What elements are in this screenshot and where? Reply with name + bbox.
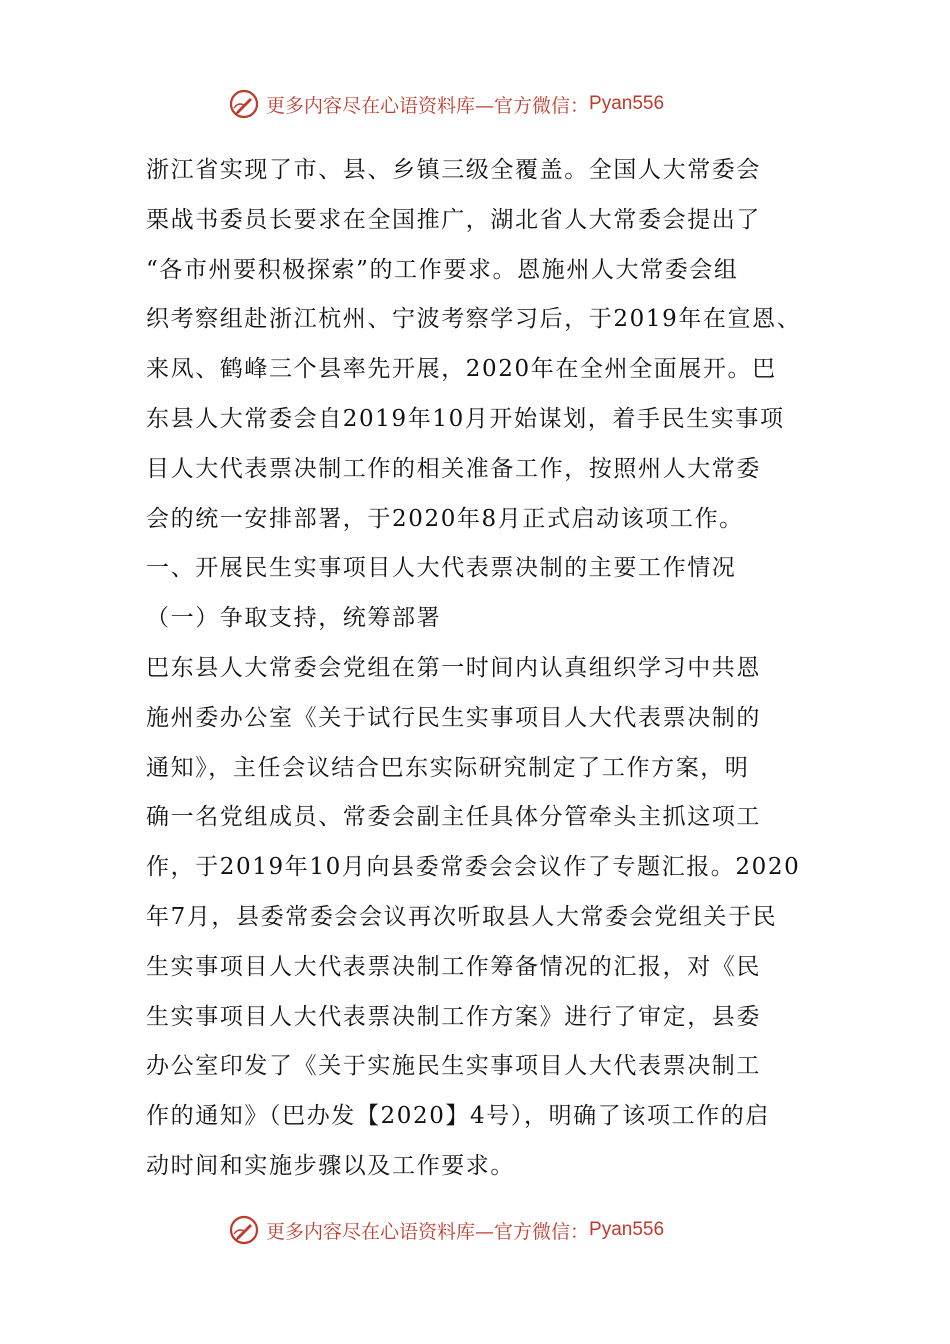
footer-watermark — [228, 1210, 728, 1250]
subsection-heading: （一）争取支持，统筹部署 — [146, 605, 442, 632]
body-line: 栗战书委员长要求在全国推广，湖北省人大常委会提出了 — [146, 206, 761, 233]
body-line: 办公室印发了《关于实施民生实事项目人大代表票决制工 — [146, 1053, 761, 1080]
body-line: 巴东县人大常委会党组在第一时间内认真组织学习中共恩 — [146, 654, 761, 681]
body-line: 东县人大常委会自2019年10月开始谋划，着手民生实事项 — [146, 405, 785, 432]
watermark-handle: Pyan556 — [589, 1219, 665, 1240]
body-line: 生实事项目人大代表票决制工作方案》进行了审定，县委 — [146, 1003, 761, 1030]
pen-logo-icon — [228, 88, 260, 120]
pen-logo-icon — [228, 1214, 260, 1246]
body-line: 会的统一安排部署，于2020年8月正式启动该项工作。 — [146, 505, 744, 532]
body-line: 作，于2019年10月向县委常委会会议作了专题汇报。2020 — [146, 854, 801, 881]
body-line: 浙江省实现了市、县、乡镇三级全覆盖。全国人大常委会 — [146, 157, 761, 183]
body-line: “各市州要积极探索”的工作要求。恩施州人大常委会组 — [146, 256, 739, 283]
watermark-text: 更多内容尽在心语资料库—官方微信： — [266, 1220, 590, 1243]
body-line: 动时间和实施步骤以及工作要求。 — [146, 1152, 515, 1179]
body-line: 生实事项目人大代表票决制工作筹备情况的汇报，对《民 — [146, 953, 761, 980]
watermark-handle: Pyan556 — [589, 93, 665, 114]
body-line: 施州委办公室《关于试行民生实事项目人大代表票决制的 — [146, 704, 761, 731]
body-line: 确一名党组成员、常委会副主任具体分管牵头主抓这项工 — [146, 804, 761, 831]
document-body — [146, 146, 816, 1192]
body-line: 织考察组赴浙江杭州、宁波考察学习后，于2019年在宣恩、 — [146, 306, 802, 333]
body-line: 年7月，县委常委会会议再次听取县人大常委会党组关于民 — [146, 903, 778, 930]
body-line: 目人大代表票决制工作的相关准备工作，按照州人大常委 — [146, 455, 761, 482]
section-heading: 一、开展民生实事项目人大代表票决制的主要工作情况 — [146, 555, 737, 582]
watermark-text: 更多内容尽在心语资料库—官方微信： — [266, 94, 590, 117]
header-watermark — [228, 84, 728, 124]
body-line: 作的通知》（巴办发【2020】4号），明确了该项工作的启 — [146, 1103, 770, 1130]
body-line: 来凤、鹤峰三个县率先开展，2020年在全州全面展开。巴 — [146, 356, 777, 383]
body-line: 通知》，主任会议结合巴东实际研究制定了工作方案，明 — [146, 754, 750, 781]
